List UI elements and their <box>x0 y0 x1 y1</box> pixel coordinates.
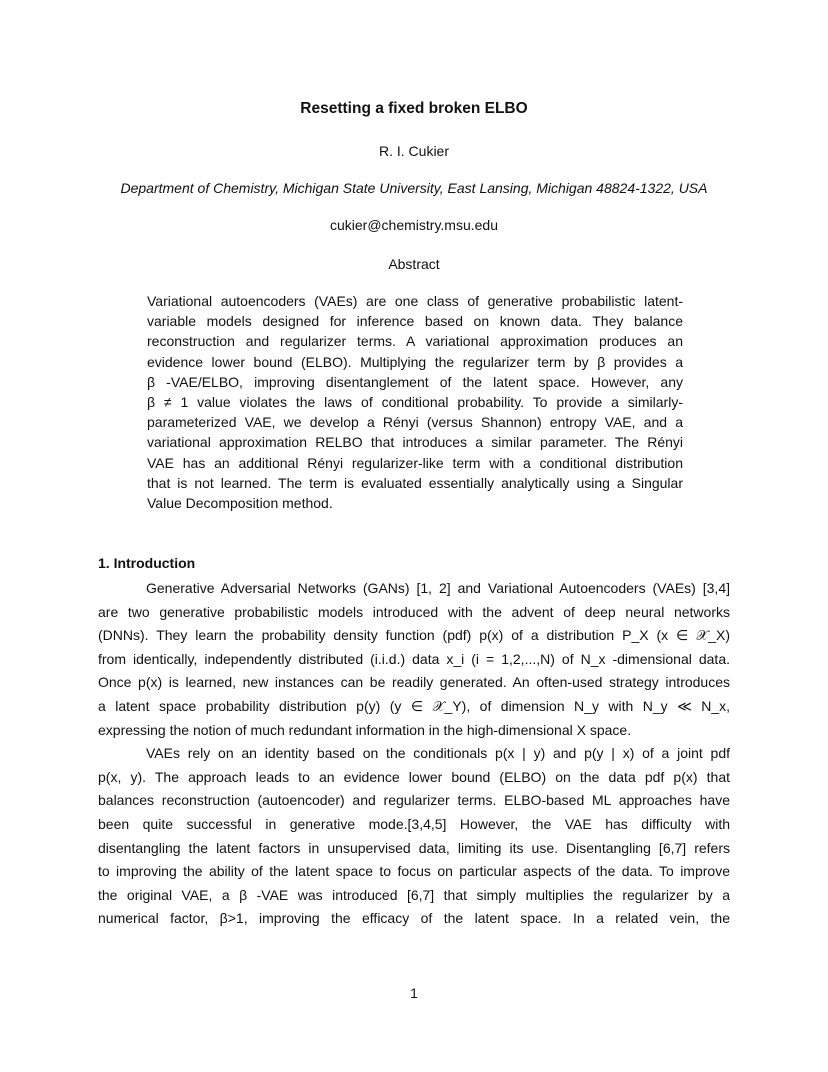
body-line: to improving the ability of the latent space to focus on particular aspects of the data. To improve <box>98 863 730 880</box>
body-line: p(x, y). The approach leads to an evidence lower bound (ELBO) on the data pdf p(x) that <box>98 768 730 785</box>
body-line: numerical factor, β>1, improving the efficacy of the latent space. In a related vein, the <box>98 910 730 927</box>
abstract-line: variable models designed for inference based on known data. They balance <box>147 313 683 330</box>
introduction-body <box>98 577 730 931</box>
abstract-line: evidence lower bound (ELBO). Multiplying the regularizer term by β provides a <box>147 353 683 370</box>
abstract-line: Variational autoencoders (VAEs) are one class of generative probabilistic latent- <box>147 293 683 309</box>
body-line: balances reconstruction (autoencoder) and regularizer terms. ELBO-based ML approaches have <box>98 792 730 809</box>
abstract-heading: Abstract <box>388 256 440 272</box>
body-line: expressing the notion of much redundant information in the high-dimensional X space. <box>98 721 632 738</box>
abstract-body <box>147 291 683 513</box>
section-heading: 1. Introduction <box>98 555 196 571</box>
abstract-line: reconstruction and regularizer terms. A variational approximation produces an <box>147 333 683 350</box>
abstract-line: parameterized VAE, we develop a Rényi (versus Shannon) entropy VAE, and a <box>147 414 683 431</box>
body-line: Once p(x) is learned, new instances can be readily generated. An often-used strategy introduces <box>98 674 730 691</box>
body-line: disentangling the latent factors in unsupervised data, limiting its use. Disentangling [6,7] refers <box>98 839 730 856</box>
paper-title: Resetting a fixed broken ELBO <box>300 100 528 117</box>
author-name: R. I. Cukier <box>378 143 449 159</box>
abstract-line: variational approximation RELBO that introduces a similar parameter. The Rényi <box>147 434 683 451</box>
abstract-line: β ≠ 1 value violates the laws of conditional probability. To provide a similarly- <box>147 394 683 411</box>
author-affiliation: Department of Chemistry, Michigan State University, East Lansing, Michigan 48824-1322, USA <box>120 180 708 196</box>
page-number: 1 <box>410 985 418 1001</box>
body-line: been quite successful in generative mode.[3,4,5] However, the VAE has difficulty with <box>98 815 730 832</box>
abstract-line: Value Decomposition method. <box>147 495 333 512</box>
body-line: a latent space probability distribution p(y) (y ∈ 𝒳_Y), of dimension N_y with N_y ≪ N_x, <box>98 697 730 714</box>
body-line: from identically, independently distributed (i.i.d.) data x_i (i = 1,2,...,N) of N_x -dimensional data. <box>98 650 730 667</box>
abstract-line: that is not learned. The term is evaluated essentially analytically using a Singular <box>147 474 683 491</box>
body-line: (DNNs). They learn the probability density function (pdf) p(x) of a distribution P_X (x ∈ 𝒳_X) <box>98 627 730 644</box>
abstract-line: VAE has an additional Rényi regularizer-like term with a conditional distribution <box>147 454 683 471</box>
body-line: the original VAE, a β -VAE was introduced [6,7] that simply multiplies the regularizer by a <box>98 886 730 903</box>
body-line: Generative Adversarial Networks (GANs) [1, 2] and Variational Autoencoders (VAEs) [3,4] <box>146 580 730 596</box>
body-line: are two generative probabilistic models introduced with the advent of deep neural networks <box>98 603 730 620</box>
body-line: VAEs rely on an identity based on the conditionals p(x | y) and p(y | x) of a joint pdf <box>146 745 730 762</box>
abstract-line: β -VAE/ELBO, improving disentanglement of the latent space. However, any <box>147 373 683 390</box>
author-email: cukier@chemistry.msu.edu <box>330 217 498 233</box>
